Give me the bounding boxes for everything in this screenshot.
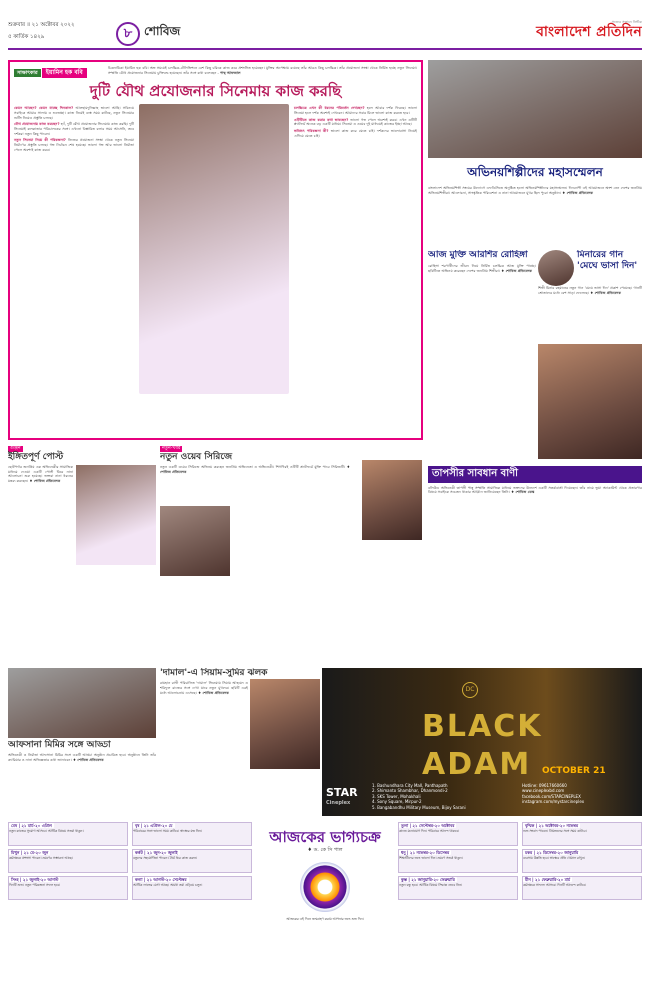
buzz-photo	[76, 465, 156, 565]
sign-cell: কন্যা | ২১ আগস্ট-২০ সেপ্টেম্বর আর্থিক লাভের যোগ আছে। অযথা তর্ক এড়িয়ে চলুন।	[132, 876, 252, 900]
damal-body: রায়হান রাফী পরিচালিত 'দামাল' সিনেমায় সিয়াম আহমেদ ও শরিফুল রাজের সঙ্গে দেখা যাবে নতুন মুখদের। ছবিটি এরই মধ্যে আলোচনায় এসেছে। ♦ শোবিজ প্রতিবেদক	[160, 681, 248, 695]
a6: ভালো কাজ করে যেতে চাই। দর্শকদের ভালোবাসা নিয়েই এগিয়ে যেতে চাই।	[294, 128, 417, 138]
taapsee-photo	[538, 344, 642, 459]
song-body: শিল্পী মিনার রহমানের নতুন গান 'মেঘে ভাসা দিন' প্রকাশ পেয়েছে। গানটি শ্রোতাদের মধ্যে বেশ সাড়া ফেলেছে। ♦ শোবিজ প্রতিবেদক	[538, 286, 642, 295]
sign-cell: কুম্ভ | ২১ জানুয়ারি-২০ ফেব্রুয়ারি নতুন বন্ধু হবে। আর্থিক বিষয়ে সিদ্ধান্ত ভেবে নিন।	[398, 876, 518, 900]
lead-photo	[139, 104, 289, 394]
taapsee-title: তাপসীর সাবধান বাণী	[428, 466, 642, 483]
song-title: মিনারের গান 'মেঘে ভাসা দিন'	[577, 250, 638, 272]
horoscope-astrologer: ♦ ড. কে সি পাল	[307, 846, 343, 853]
zodiac-wheel-icon	[300, 862, 350, 912]
lead-person: ইয়ামিন হক ববি	[42, 68, 87, 78]
damal-box	[160, 668, 320, 816]
q1: কেমন আছেন? কেমন যাচ্ছে দিনকাল?	[14, 106, 74, 111]
ad-release-date: OCTOBER 21	[542, 766, 606, 776]
q6: ভবিষ্যৎ পরিকল্পনা কী?	[294, 128, 329, 133]
damal-photo	[250, 679, 320, 769]
sign-cell: মেষ | ২১ মার্চ-২০ এপ্রিল নতুন কাজের সুযোগ আসবে। আর্থিক বিষয়ে সতর্ক থাকুন।	[8, 822, 128, 846]
sign-cell: সিংহ | ২১ জুলাই-২০ আগস্ট দিনটি শুভ। নতুন পরিকল্পনা সফল হবে।	[8, 876, 128, 900]
page-number: ৮	[116, 22, 140, 46]
q5: ওটিটিতে কাজ করার কথা ভাবছেন?	[294, 117, 349, 122]
a1: আলহামদুলিল্লাহ ভালো আছি। সবিনয়ে সবাইকে আমার সালাম ও শুভেচ্ছা। কাজ নিয়েই ব্যস্ত সময় কাটছে, নতুন সিনেমার শুটিং নিয়েও প্রস্তুতি চলছে।	[14, 106, 134, 120]
web-body: নতুন একটি ওয়েব সিরিজে অভিনয় করছেন জনপ্রিয় অভিনেতা ও অভিনেত্রী। শিগগিরই ওটিটি প্ল্যাটফর্মে মুক্তি পাবে সিরিজটি। ♦ শোবিজ প্রতিবেদক	[160, 464, 350, 474]
dc-logo-icon: DC	[462, 682, 478, 698]
logo-name: বাংলাদেশ প্রতিদিন	[536, 24, 642, 41]
logo-tagline: সত্যের সন্ধানে নির্ভীক	[611, 20, 642, 24]
lead-interview	[8, 60, 423, 440]
sign-cell: মকর | ২১ ডিসেম্বর-২০ জানুয়ারি ব্যবসায় উন্নতি হবে। স্বাস্থ্যের প্রতি খেয়াল রাখুন।	[522, 849, 642, 873]
buzz-kicker: গুঞ্জন	[10, 446, 21, 451]
lead-headline: দুটি যৌথ প্রযোজনার সিনেমায় কাজ করছি	[89, 81, 342, 100]
buzz-title: ইঙ্গিতপূর্ণ পোস্ট	[8, 451, 64, 462]
convention-body: বাংলাদেশ অভিনয়শিল্পী সংঘের উদ্যোগে এফডিসিতে অনুষ্ঠিত হলো অভিনয়শিল্পীদের মহাসম্মেলন। দিনব্যাপী এই আয়োজনে অংশ নেন দেশের জনপ্রিয় অভিনয়শিল্পীরা। আলোচনা, সাংস্কৃতিক পরিবেশনা ও নানা আয়োজনে মুখর ছিল পুরো অনুষ্ঠান। ♦ শোবিজ প্রতিবেদক	[428, 186, 642, 195]
newspaper-logo	[530, 20, 642, 48]
sign-cell: কর্কট | ২১ জুন-২০ জুলাই বন্ধুদের সহযোগিতা পাবেন। ধৈর্য ধরে কাজ করুন।	[132, 849, 252, 873]
convention-photo	[428, 60, 642, 158]
convention-headline: অভিনয়শিল্পীদের মহাসম্মেলন	[467, 165, 603, 179]
afsana-photo	[8, 668, 156, 738]
taapsee-body: বলিউড অভিনেত্রী তাপসী পান্নু সম্প্রতি সামাজিক মাধ্যমে ভক্তদের উদ্দেশে একটি সতর্কবার্তা দিয়েছেন। তাঁর নামে ভুয়া অ্যাকাউন্ট থেকে প্রতারণার বিষয়ে সবাইকে সচেতন থাকার আহ্বান জানিয়েছেন তিনি। ♦ শোবিজ ডেস্ক	[428, 485, 642, 495]
release-title: আজ মুক্তি আরশির রোহিঙ্গা	[428, 250, 528, 260]
damal-title: 'দামাল'-এ সিয়াম-সুমির ঝলক	[160, 668, 268, 678]
sign-cell: মীন | ২১ ফেব্রুয়ারি-২০ মার্চ কর্মক্ষেত্রে সাফল্য আসবে। দিনটি আনন্দে কাটবে।	[522, 876, 642, 900]
section-title: শোবিজ	[144, 24, 181, 38]
web-photo-1	[362, 460, 422, 540]
taapsee-story	[428, 466, 642, 662]
release-story	[428, 250, 536, 460]
web-photo-2	[160, 506, 230, 576]
buzz-story	[8, 446, 156, 661]
horoscope-title: আজকের ভাগ্যচক্র	[269, 828, 381, 846]
q2: যৌথ প্রযোজনায় কাজ করছেন?	[14, 122, 60, 127]
sign-cell: বৃশ্চিক | ২১ অক্টোবর-২০ নভেম্বর শুভ সংবাদ পাবেন। প্রিয়জনের সঙ্গে সময় কাটবে।	[522, 822, 642, 846]
cinema-addresses: 1. Bashundhara City Mall, Panthapath 2. Shimanto Shambhar, Dhanmondi-2 3. SKS Tower, Mohakhali 4. Sony Square, Mirpur-2 5. Bangabandhu Military Museum, Bijoy Sarani	[372, 783, 466, 810]
sign-cell: মিথুন | ২১ মে-২০ জুন কর্মক্ষেত্রে প্রশংসা পাবেন। ভ্রমণের সম্ভাবনা আছে।	[8, 849, 128, 873]
web-story	[160, 446, 422, 661]
buzz-body: ছোটপর্দার জনপ্রিয় এক অভিনেত্রীর সামাজিক মাধ্যমে দেওয়া একটি পোস্ট ঘিরে নানা আলোচনা শুরু হয়েছে। ভক্তরা নানা ধরনের মন্তব্য করছেন। ♦ শোবিজ প্রতিবেদক	[8, 464, 73, 483]
sign-cell: তুলা | ২১ সেপ্টেম্বর-২০ অক্টোবর কাজে মনোযোগ দিন। পরিবারে আনন্দ থাকবে।	[398, 822, 518, 846]
a2: হ্যাঁ, দুটি যৌথ প্রযোজনার সিনেমায় কাজ করছি। দুটি সিনেমাই কলকাতার পরিচালকের সঙ্গে। এখনো বিস্তারিত বলার সময় আসেনি, তবে দর্শকরা নতুন কিছু পাবেন।	[14, 122, 134, 136]
afsana-body: অভিনেত্রী ও নির্মাতা আফসানা মিমির সঙ্গে একটি আড্ডা অনুষ্ঠান প্রচারিত হবে। অনুষ্ঠানে তিনি তাঁর ক্যারিয়ার ও নানা অভিজ্ঞতার কথা জানাবেন। ♦ শোবিজ প্রতিবেদক	[8, 753, 156, 762]
lead-kicker: সাক্ষাৎকার	[14, 69, 41, 77]
sign-cell: বৃষ | ২১ এপ্রিল-২০ মে পরিবারের সঙ্গে ভালো সময় কাটবে। স্বাস্থ্যের যত্ন নিন।	[132, 822, 252, 846]
date-line: শুক্রবার ॥ ২১ অক্টোবর ২০২২	[8, 22, 75, 28]
movie-ad	[322, 668, 642, 816]
sign-cell: ধনু | ২১ নভেম্বর-২০ ডিসেম্বর শিক্ষার্থীদের জন্য ভালো দিন। ভ্রমণে সতর্ক থাকুন।	[398, 849, 518, 873]
q4: চলচ্চিত্রে এখন কী ধরনের পরিবর্তন দেখছেন?	[294, 106, 365, 111]
horoscope	[8, 822, 642, 976]
release-body: রোহিঙ্গা শরণার্থীদের জীবন নিয়ে নির্মিত চলচ্চিত্র আজ মুক্তি পাচ্ছে। ছবিটিতে অভিনয় করেছেন দেশের জনপ্রিয় শিল্পীরা। ♦ শোবিজ প্রতিবেদক	[428, 264, 536, 273]
a5: ভালো গল্প পেলে অবশ্যই করব। এখন ওটিটি প্ল্যাটফর্ম অনেক বড় একটি মাধ্যম। সিনেমা ও ওয়েব দুই মাধ্যমেই কাজের ইচ্ছা আছে।	[294, 117, 417, 127]
masthead	[8, 20, 642, 50]
q3: নতুন সিনেমা নিয়ে কী পরিকল্পনা?	[14, 138, 66, 143]
web-title: নতুন ওয়েব সিরিজে	[160, 451, 233, 462]
afsana-story	[8, 668, 156, 816]
a3: নিজের প্রযোজনা সংস্থা থেকে নতুন সিনেমা নির্মাণের প্রস্তুতি চলছে। গল্প নির্বাচন শেষ হয়েছে। ভালো গল্প আর ভালো নির্মাতা পেলে অবশ্যই কাজ করব।	[14, 138, 134, 152]
song-story	[538, 250, 642, 340]
a4: হলে আবার দর্শক ফিরছে। ভালো সিনেমা হলে দর্শক অবশ্যই দেখবেন। আমাদের সবার মিলে ভালো কাজ করতে হবে।	[294, 106, 417, 115]
cinema-logo: STAR Cineplex	[326, 786, 358, 806]
singer-photo	[538, 250, 574, 286]
ad-title: BLACK ADAM	[422, 709, 543, 782]
lead-byline: পান্থ আফজাল	[219, 70, 241, 75]
cinema-contacts: Hotline: 09617660660 www.cineplexbd.com facebook.com/STARCINEPLEX instagram.com/mystarcineplex	[522, 783, 585, 805]
horoscope-intro: আজকের এই দিনে জন্মগ্রহণ করায় আপনার জন্য শুভ দিন।	[286, 917, 364, 921]
date-line-bengali: ৫ কার্তিক ১৪২৯	[8, 34, 45, 40]
web-kicker: নতুন-খবর	[162, 446, 181, 451]
afsana-title: আফসানা মিমির সঙ্গে আড্ডা	[8, 740, 111, 750]
lead-intro: চিত্রনায়িকা ইয়ামিন হক ববি। অল্প সময়েই চলচ্চিত্র-টেলিভিশনে বেশ কিছু চরিত্রে কাজ করে প্রশংসিত হয়েছেন। মুক্তির অপেক্ষায় রয়েছে তাঁর আরও কিছু চলচ্চিত্র। তাঁর প্রযোজনা সংস্থা থেকে নির্মিত হচ্ছে নতুন সিনেমা। সম্প্রতি যৌথ প্রযোজনার সিনেমায় চুক্তিবদ্ধ হয়েছেন। তাঁর সঙ্গে কথা বলেছেন - পান্থ আফজাল	[108, 66, 417, 75]
